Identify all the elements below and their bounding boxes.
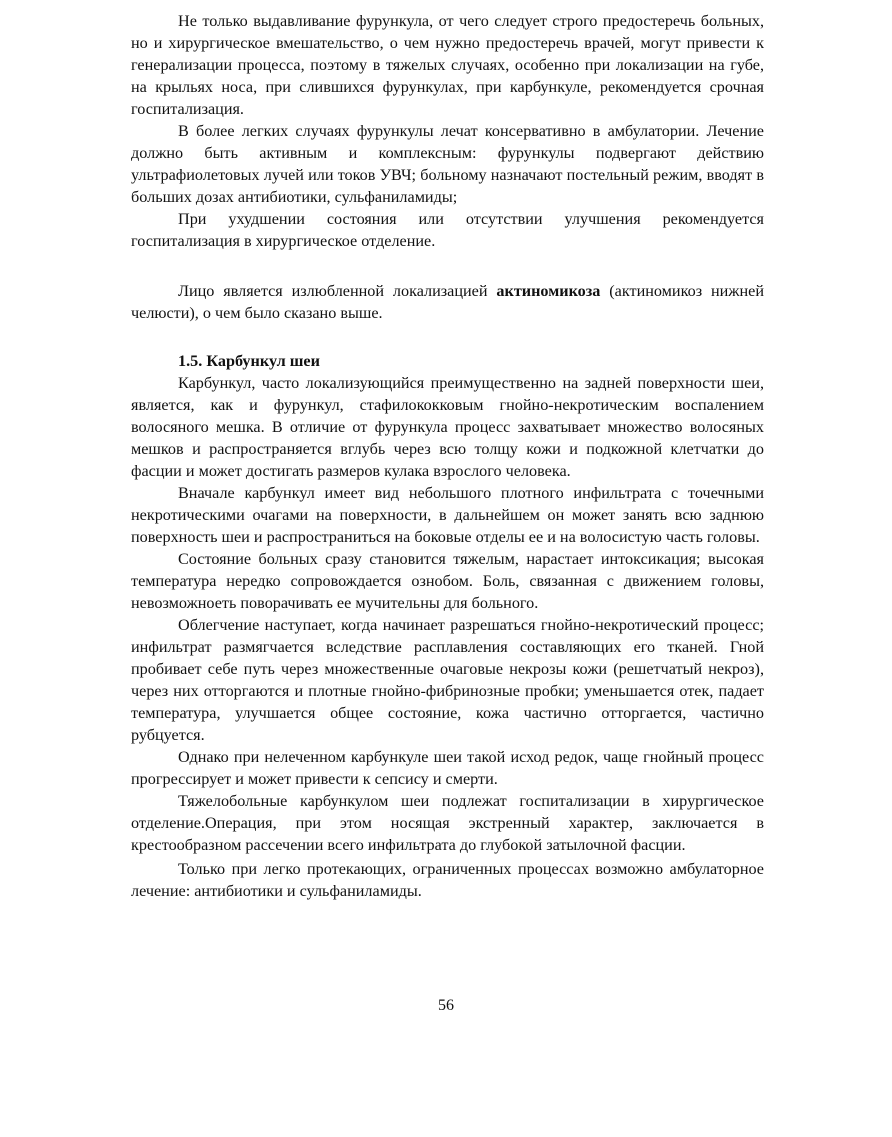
section-heading: 1.5. Карбункул шеи: [178, 352, 320, 370]
paragraph-patient-condition: Состояние больных сразу становится тяжелым, нарастает интоксикация; высокая температура нередко сопровождается ознобом. Боль, связанная с движением головы, невозможноеть поворачивать ее мучительны для больного.: [131, 550, 764, 612]
paragraph-carbuncle-appearance: Вначале карбункул имеет вид небольшого плотного инфильтрата с точечными некротическими очагами на поверхности, в дальнейшем он может занять всю заднюю поверхность шеи и распространиться на боковые отделы ее и на волосистую часть головы.: [131, 484, 764, 546]
page-number: 56: [438, 997, 454, 1014]
paragraph-relief: Облегчение наступает, когда начинает разрешаться гнойно-некротический процесс; инфильтрат размягчается вследствие расплавления составляющих его тканей. Гной пробивает себе путь через множественные очаговые некрозы кожи (решетчатый некроз), через них отторгаются и плотные гнойно-фибринозные пробки; уменьшается отек, падает температура, улучшается общее состояние, кожа частично отторгается, частично рубцуется.: [131, 616, 764, 744]
paragraph-untreated-outcome: Однако при нелеченном карбункуле шеи такой исход редок, чаще гнойный процесс прогрессирует и может привести к сепсису и смерти.: [131, 748, 764, 788]
actinomycosis-term: актиномикоза: [496, 282, 601, 300]
paragraph-surgery: Тяжелобольные карбункулом шеи подлежат госпитализации в хирургическое отделение.Операция, при этом носящая экстренный характер, заключается в крестообразном рассечении всего инфильтрата до глубокой затылочной фасции.: [131, 792, 764, 854]
paragraph-conservative-treatment: В более легких случаях фурункулы лечат консервативно в амбулатории. Лечение должно быть активным и комплексным: фурункулы подвергают действию ультрафиолетовых лучей или токов УВЧ; больному назначают постельный режим, вводят в больших дозах антибиотики, сульфаниламиды;: [131, 122, 764, 206]
spacer: [131, 252, 764, 280]
actinomycosis-text-before: Лицо является излюбленной локализацией: [178, 282, 497, 300]
page-content: [131, 10, 764, 902]
paragraph-actinomycosis: [131, 280, 764, 324]
paragraph-outpatient-treatment: Только при легко протекающих, ограниченных процессах возможно амбулаторное лечение: антибиотики и сульфаниламиды.: [131, 860, 764, 900]
paragraph-hospitalization: При ухудшении состояния или отсутствии улучшения рекомендуется госпитализация в хирургическое отделение.: [131, 210, 764, 250]
paragraph-carbuncle-definition: Карбункул, часто локализующийся преимущественно на задней поверхности шеи, является, как и фурункул, стафилококковым гнойно-некротическим воспалением волосяного мешка. В отличие от фурункула процесс захватывает множество волосяных мешков и распространяется вглубь через всю толщу кожи и подкожной клетчатки до фасции и может достигать размеров кулака взрослого человека.: [131, 374, 764, 480]
actinomycosis-text-after: (актиномикоз нижней челюсти), о чем было сказано выше.: [131, 282, 765, 322]
paragraph-generalization-warning: Не только выдавливание фурункула, от чего следует строго предостеречь больных, но и хирургическое вмешательство, о чем нужно предостеречь врачей, могут привести к генерализации процесса, поэтому в тяжелых случаях, особенно при локализации на губе, на крыльях носа, при слившихся фурункулах, при карбункуле, рекомендуется срочная госпитализация.: [131, 12, 764, 118]
spacer: [131, 324, 764, 350]
